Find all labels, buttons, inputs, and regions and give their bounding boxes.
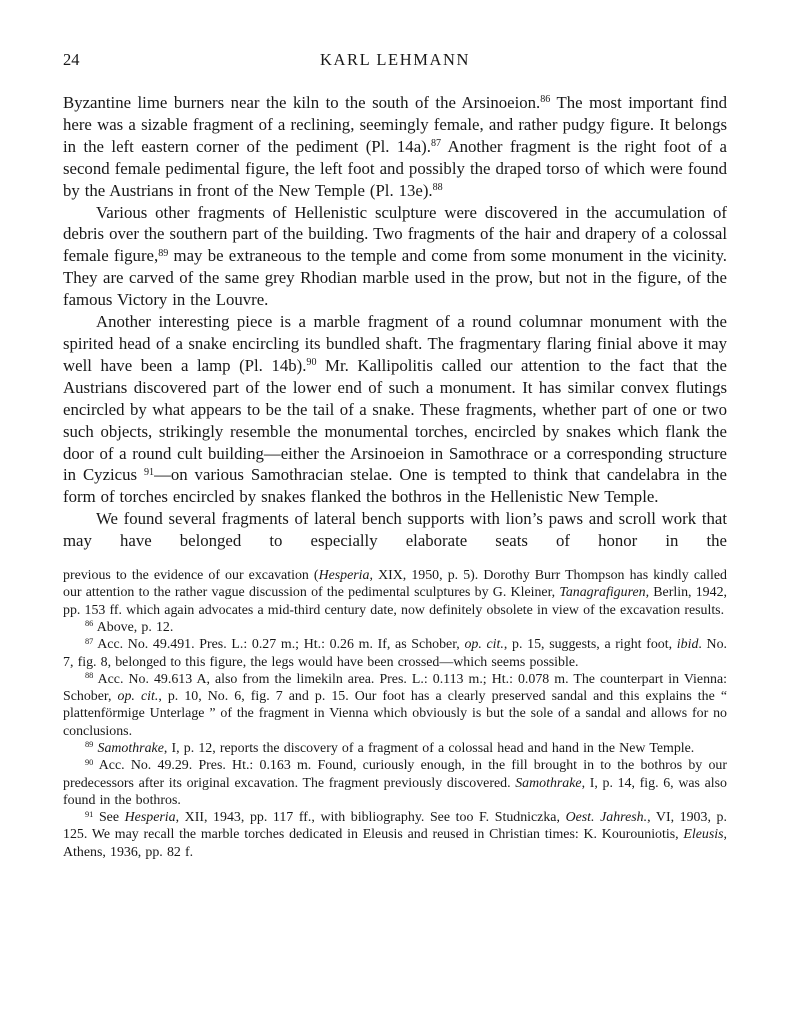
footnote-ref: 91 [143,466,155,478]
text-run: , VI, 1903, p. 125. We may recall the marble torches dedicated in Eleusis and reused in Christian times: K. Kourouniotis, [63,810,727,843]
text-run: We found several fragments of lateral bench supports with lion’s paws and scroll work that may have belonged to especially elaborate seats of honor in the [63,509,727,551]
text-run: Acc. No. 49.491. Pres. L.: 0.27 m.; Ht.: 0.26 m. If, as Schober, [93,637,465,653]
footnote-ref: 91 [85,809,94,819]
text-run: , I, p. 12, reports the discovery of a fragment of a colossal head and hand in the New Temple. [163,741,695,756]
text-run: Samothrake [515,775,582,791]
text-run: Samothrake [97,741,164,756]
footnote-ref: 86 [85,619,94,629]
text-run: Oest. Jahresh. [565,810,648,826]
footnotes-section [63,567,727,861]
text-run: , XII, 1943, pp. 117 ff., with bibliography. See too F. Studniczka, [175,810,566,826]
text-run: , p. 10, No. 6, fig. 7 and p. 15. Our foot has a clearly preserved sandal and this explains the “ plattenförmige Unterlage ” of the fragment in Vienna which obviously is but the sole of a sandal and allows for no conclusions. [63,689,728,739]
text-run: Mr. Kallipolitis called our attention to the fact that the Austrians discovered part of the lower end of such a monument. It has similar convex flutings encircled by what appears to be the tail of a snake. These fragments, whether part of one or two such objects, strikingly resemble the monumental torches, encircled by snakes which flank the door of a round cult building—either the Arsinoeion in Samothrace or a corresponding structure in Cyzicus [63,355,727,485]
text-run: Byzantine lime burners near the kiln to the south of the Arsinoeion. [63,93,541,112]
text-run: may be extraneous to the temple and come from some monument in the vicinity. They are carved of the same grey Rhodian marble used in the prow, but not in the figure, of the famous Victory in the Louvre. [63,246,727,310]
footnote-ref: 87 [430,138,442,150]
body-paragraph-3 [63,311,727,508]
text-run: Above, p. 12. [93,619,174,635]
footnote-ref: 89 [85,740,94,750]
text-run: The most important find here was a sizable fragment of a reclining, seemingly female, and rather pudgy figure. It belongs in the left eastern corner of the pediment (Pl. 14a). [63,93,727,156]
footnote-85-continuation [63,567,727,619]
body-paragraph-1 [63,92,727,202]
text-run: , Athens, 1936, pp. 82 f. [63,827,727,860]
footnote-86 [63,619,727,636]
footnote-89 [63,740,727,757]
text-run: , I, p. 14, fig. 6, was also found in the bothros. [63,775,727,808]
text-run: op. cit. [464,637,504,653]
footnote-ref: 90 [306,357,317,369]
text-run: Hesperia [318,568,370,584]
footnote-ref: 86 [540,94,551,106]
text-run: Another fragment is the right foot of a second female pedimental figure, the left foot and possibly the draped torso of which were found by the Austrians in front of the New Temple (Pl. 13e). [63,136,727,200]
running-head: KARL LEHMANN [319,50,471,69]
footnote-ref: 88 [85,671,94,681]
text-run: ibid [676,637,699,653]
text-run: , p. 15, suggests, a right foot, [503,637,677,653]
text-run: Acc. No. 49.613 A, also from the limekiln area. Pres. L.: 0.113 m.; Ht.: 0.078 m. The counterpart in Vienna: Schober, [63,671,727,705]
footnote-ref: 88 [432,182,443,194]
footnote-ref: 87 [85,636,94,646]
footnote-88 [63,671,727,740]
body-text [63,92,727,552]
text-run: Berlin, 1942, pp. 153 ff. which again advocates a mid-third century date, now definitely obsolete in view of the excavation results. [63,585,727,618]
footnote-87 [63,636,727,671]
footnote-ref: 90 [85,757,94,767]
text-run: Eleusis [683,827,724,843]
body-paragraph-4 [63,508,727,552]
page-header [63,50,727,70]
text-run: previous to the evidence of our excavation ( [63,568,319,584]
text-run: Another interesting piece is a marble fragment of a round columnar monument with the spirited head of a snake encircling its bundled shaft. The fragmentary flaring finial above it may well have been a lamp (Pl. 14b). [63,312,727,375]
footnote-91 [63,809,727,861]
body-paragraph-2 [63,202,727,312]
text-run: . No. 7, fig. 8, belonged to this figure, the legs would have been crossed—which seems possible. [63,637,728,670]
text-run: Tanagrafiguren, [559,585,650,601]
text-run: , XIX, 1950, p. 5). Dorothy Burr Thompson has kindly called our attention to the rather vague discussion of the pedimental sculptures by G. Kleiner, [63,568,727,601]
footnote-ref: 89 [158,247,169,259]
footnote-90 [63,757,727,809]
text-run: op. cit. [117,689,159,705]
text-run: Hesperia [124,810,176,826]
text-run: Various other fragments of Hellenistic sculpture were discovered in the accumulation of debris over the southern part of the building. Two fragments of the hair and drapery of a colossal female figure, [63,202,727,266]
text-run: —on various Samothracian stelae. One is tempted to think that candelabra in the form of torches encircled by snakes flanked the bothros in the Hellenistic New Temple. [63,465,727,507]
page-number: 24 [63,50,80,69]
text-run: See [93,810,125,826]
text-run: Acc. No. 49.29. Pres. Ht.: 0.163 m. Found, curiously enough, in the fill brought in to the bothros by our predecessors after its original excavation. The fragment previously discovered. [63,758,727,791]
